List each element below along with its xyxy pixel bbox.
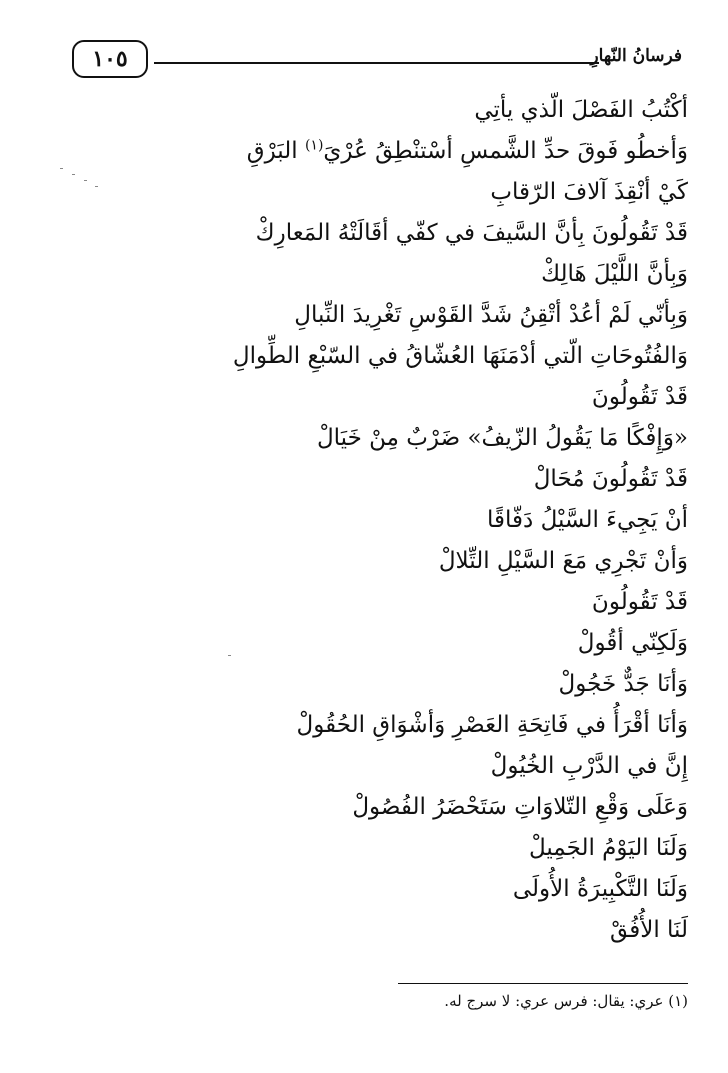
verse-line: أنْ يَجِيءَ السَّيْلُ دَفّاقًا — [487, 507, 688, 533]
verse-line: وَأنْ تَجْرِي مَعَ السَّيْلِ التِّلالْ — [438, 548, 688, 574]
scan-speck — [72, 174, 75, 175]
poem-body — [88, 90, 688, 951]
verse-line: «وَإِفْكًا مَا يَقُولُ الزّيفُ» ضَرْبٌ مِنْ خَيَالْ — [316, 425, 688, 451]
verse-line-tail: البَرْقِ — [246, 138, 305, 164]
verse-line: وَبِأنّي لَمْ أعُدْ أتْقِنُ شَدَّ القَوْسِ تَغْرِيدَ النِّبالِ — [294, 302, 688, 328]
verse-line: كَيْ أنْقِذَ آلافَ الرّقابِ — [490, 179, 688, 205]
running-title: فرسانُ النّهارِ — [590, 46, 682, 66]
verse-line: وَأنَا أقْرَأُ في فَاتِحَةِ العَصْرِ وَأشْوَاقِ الحُقُولْ — [296, 712, 688, 738]
verse-line: أكْتُبُ الفَصْلَ الّذي يأتِي — [474, 97, 688, 123]
verse-line: قَدْ تَقُولُونَ مُحَالْ — [533, 466, 688, 492]
page-number: ١٠٥ — [72, 40, 148, 78]
scan-speck — [228, 655, 231, 656]
footnote: (١) عري: يقال: فرس عري: لا سرج له. — [444, 992, 688, 1010]
page-header — [72, 38, 682, 82]
footnote-separator — [398, 983, 688, 984]
verse-line: وَأخطُو فَوقَ حدِّ الشَّمسِ أسْتنْطِقُ عُرْيَ — [323, 138, 688, 164]
verse-line: وَالفُتُوحَاتِ الّتي أدْمَنَهَا العُشّاقُ في السّبْعِ الطِّوالِ — [232, 343, 688, 369]
verse-line: وَأنَا جَدٌّ خَجُولْ — [558, 671, 688, 697]
verse-line: وَعَلَى وَقْعِ التّلاوَاتِ سَتَحْضَرُ الفُصُولْ — [352, 794, 688, 820]
verse-line: قَدْ تَقُولُونَ — [591, 384, 688, 410]
verse-line: وَلَكِنّي أقُولْ — [577, 630, 688, 656]
footnote-reference: (١) — [304, 137, 324, 154]
verse-line: قَدْ تَقُولُونَ — [591, 589, 688, 615]
verse-line-with-footnote — [88, 131, 688, 172]
verse-line: وَلَنَا اليَوْمُ الجَمِيلْ — [528, 835, 688, 861]
scan-speck — [95, 186, 98, 187]
verse-line: وَبِأنَّ اللَّيْلَ هَالِكْ — [541, 261, 688, 287]
scan-speck — [84, 180, 87, 181]
scan-speck — [60, 168, 63, 169]
verse-line: قَدْ تَقُولُونَ بِأنَّ السَّيفَ في كفّي أقَالَتْهُ المَعارِكْ — [255, 220, 688, 246]
verse-line: وَلَنَا التَّكْبِيرَةُ الأُولَى — [512, 876, 688, 902]
header-rule — [154, 62, 599, 64]
verse-line: لَنَا الأُفُقْ — [610, 917, 688, 943]
verse-line: إِنَّ في الدَّرْبِ الخُيُولْ — [490, 753, 688, 779]
